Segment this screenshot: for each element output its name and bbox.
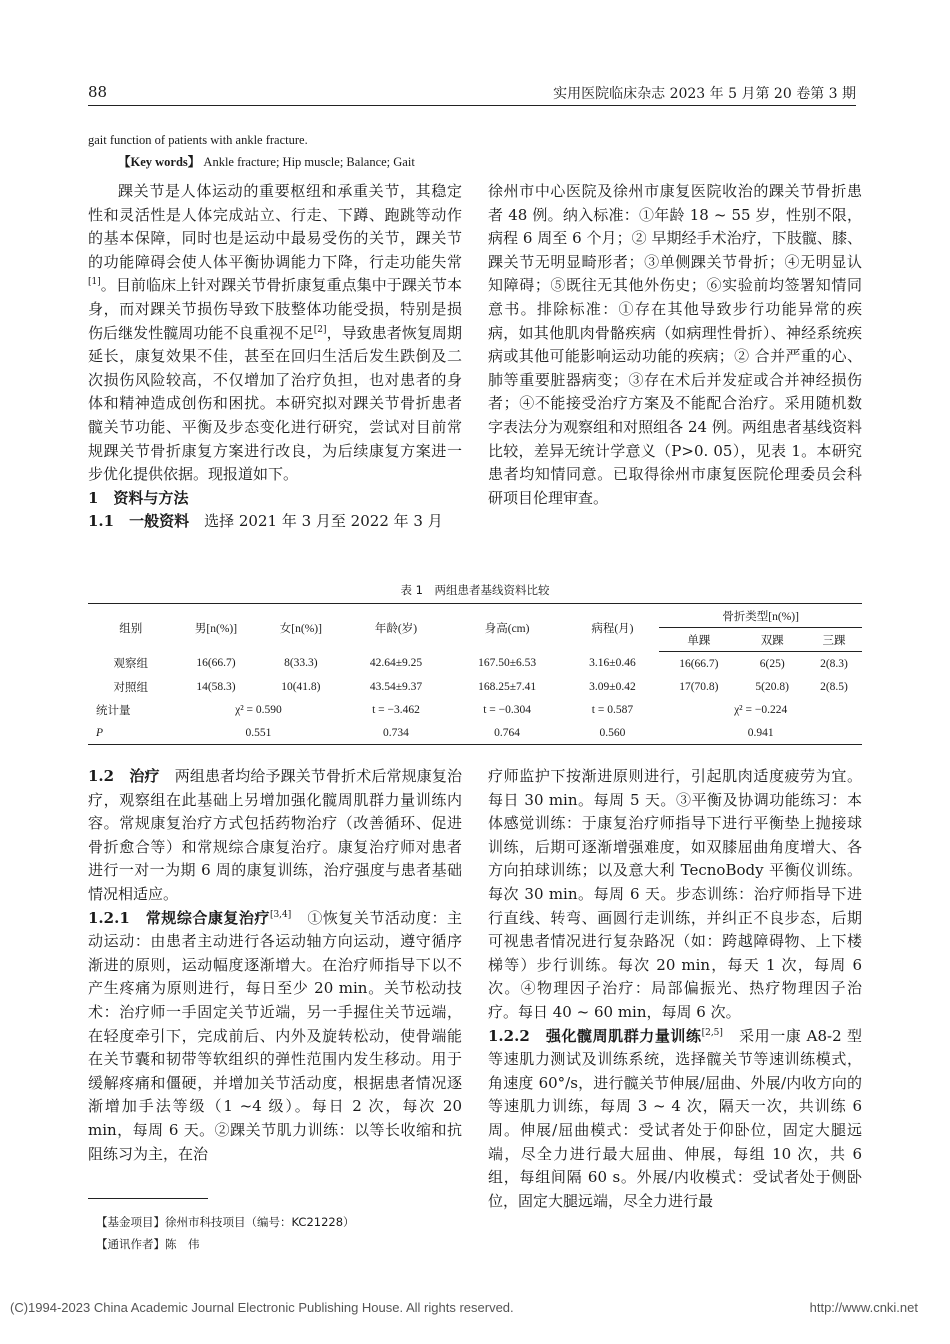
author-footnote: 【通讯作者】陈 伟 — [96, 1237, 200, 1251]
footnote-rule — [88, 1198, 208, 1199]
right-column-bottom — [488, 765, 862, 1213]
section-1-2-2-title: 1.2.2 强化髋周肌群力量训练 — [488, 1026, 702, 1045]
section-1-2-text: 两组患者均给予踝关节骨折术后常规康复治疗，观察组在此基础上另增加强化髋周肌群力量训练内容。常规康复治疗方式包括药物治疗（改善循环、促进骨折愈合等）和常规综合康复治疗。康复治疗师对患者进行一对一为期 6 周的康复训练，治疗强度与患者基础情况相适应。 — [88, 767, 462, 903]
intro-text-1: 踝关节是人体运动的重要枢纽和承重关节，其稳定性和灵活性是人体完成站立、行走、下蹲、跑跳等动作的基本保障，同时也是运动中最易受伤的关节，踝关节的功能障碍会使人体平衡协调能力下降，行走功能失常 — [88, 182, 462, 271]
ref-2: [2] — [313, 324, 327, 335]
right-column-top — [488, 180, 862, 510]
th-triple: 三踝 — [806, 628, 862, 652]
intro-text-3: ，导致患者恢复周期延长，康复效果不佳，甚至在回归生活后发生跌倒及二次损伤风险较高，不仅增加了治疗负担，也对患者的身体和精神造成创伤和困扰。本研究拟对踝关节骨折患者髋关节功能、平衡及步态变化进行研究，尝试对目前常规踝关节骨折康复方案进行改良，为后续康复方案进一步优化提供依据。现报道如下。 — [88, 323, 462, 484]
table-1-title: 表 1 两组患者基线资料比较 — [400, 583, 550, 597]
abstract-tail: gait function of patients with ankle fracture. — [88, 133, 308, 147]
page-number: 88 — [88, 83, 108, 101]
th-fracture-type: 骨折类型[n(%)] — [659, 604, 862, 628]
section-1-2-2-text: 采用一康 A8-2 型等速肌力测试及训练系统，选择髋关节等速训练模式，角速度 60°/s，进行髋关节伸展/屈曲、外展/内收方向的等速肌力训练，每周 3 ~ 4 次，隔天一次，共训练 6 周。伸展/屈曲模式：受试者处于仰卧位，固定大腿远端，尽全力进行最大屈曲、伸展，每组 10 次，共 6 组，每组间隔 60 s。外展/内收模式：受试者处于侧卧位，固定大腿远端，尽全力进行最 — [488, 1026, 862, 1210]
ref-2-5: [2,5] — [701, 1027, 723, 1038]
keywords-text: Ankle fracture; Hip muscle; Balance; Gait — [203, 155, 415, 169]
table-row-p: P 0.551 0.734 0.764 0.560 0.941 — [88, 721, 862, 745]
inclusion-criteria-text: 徐州市中心医院及徐州市康复医院收治的踝关节骨折患者 48 例。纳入标准：①年龄 18 ~ 55 岁，性别不限，病程 6 周至 6 个月；② 早期经手术治疗，下肢髋、膝、踝关节无明显畸形者；③单侧踝关节骨折；④无明显认知障碍；⑤既往无其他外伤史；⑥实验前均签署知情同意书。排除标准：①存在其他导致步行功能异常的疾病，如其他肌肉骨骼疾病（如病理性骨折）、神经系统疾病或其他可能影响运动功能的疾病；② 合并严重的心、肺等重要脏器病变；③存在术后并发症或合并神经损伤者；④不能接受治疗方案及不能配合治疗。采用随机数字表法分为观察组和对照组各 24 例。两组患者基线资料比较，差异无统计学意义（P>0. 05），见表 1。本研究患者均知情同意。已取得徐州市康复医院伦理委员会科研项目伦理审查。 — [488, 182, 862, 507]
ref-3-4: [3,4] — [269, 909, 292, 920]
section-1-title: 1 资料与方法 — [88, 488, 189, 507]
section-1-1-title: 1.1 一般资料 — [88, 512, 190, 531]
table-row-statistic: 统计量 χ² = 0.590 t = −3.462 t = −0.304 t = 0.587 χ² = −0.224 — [96, 703, 788, 717]
th-age: 年龄(岁) — [343, 604, 448, 652]
th-double: 双踝 — [738, 628, 806, 652]
header-rule — [88, 105, 856, 106]
section-1-2-1-title: 1.2.1 常规综合康复治疗 — [88, 908, 270, 927]
th-male: 男[n(%)] — [174, 604, 259, 652]
th-course: 病程(月) — [566, 604, 660, 652]
training-text: 疗师监护下按渐进原则进行，引起肌肉适度疲劳为宜。每日 30 min。每周 5 天。③平衡及协调功能练习：本体感觉训练：于康复治疗师指导下进行平衡垫上抛接球训练，后期可逐渐增强难度，如双膝屈曲角度增大、各方向拍球训练；以及意大利 TecnoBody 平衡仪训练。每次 30 min。每周 6 天。步态训练：治疗师指导下进行直线、转弯、画圆行走训练，并纠正不良步态，后期可视患者情况进行复杂路况（如：跨越障碍物、上下楼梯等）步行训练。每次 20 min，每天 1 次，每周 6 次。④物理因子治疗：局部偏振光、热疗物理因子治疗。每日 40 ~ 60 min，每周 6 次。 — [488, 767, 862, 1021]
section-1-2-title: 1.2 治疗 — [88, 767, 160, 785]
baseline-table — [88, 603, 862, 745]
ref-1: [1] — [88, 277, 101, 288]
th-female: 女[n(%)] — [258, 604, 343, 652]
fund-footnote: 【基金项目】徐州市科技项目（编号：KC21228） — [96, 1215, 355, 1229]
cnki-link[interactable]: http://www.cnki.net — [809, 1300, 918, 1315]
th-height: 身高(cm) — [449, 604, 566, 652]
keywords — [118, 152, 415, 170]
section-1-1-text: 选择 2021 年 3 月至 2022 年 3 月 — [204, 512, 443, 531]
th-group: 组别 — [88, 604, 174, 652]
left-column-bottom — [88, 765, 462, 1166]
journal-header: 实用医院临床杂志 2023 年 5 月第 20 卷第 3 期 — [553, 86, 856, 102]
table-row: 观察组 16(66.7) 8(33.3) 42.64±9.25 167.50±6.53 3.16±0.46 16(66.7) 6(25) 2(8.3) — [113, 657, 848, 671]
copyright-line: (C)1994-2023 China Academic Journal Electronic Publishing House. All rights reserved. — [10, 1300, 514, 1315]
intro-text-2: 。目前临床上针对踝关节骨折康复重点集中于踝关节本身，而对踝关节损伤导致下肢整体功能受损，特别是损伤后继发性髋周功能不良重视不足 — [88, 276, 462, 342]
keywords-label: 【Key words】 — [118, 155, 201, 169]
section-1-2-1-text: ①恢复关节活动度：主动运动：由患者主动进行各运动轴方向运动，遵守循序渐进的原则，运动幅度逐渐增大。在治疗师指导下以不产生疼痛为原则进行，每日至少 20 min。关节松动技术：治疗师一手固定关节近端，另一手握住关节远端，在轻度牵引下，完成前后、内外及旋转松动，使骨端能在关节囊和韧带等软组织的弹性范围内发生移动。用于缓解疼痛和僵硬，并增加关节活动度，根据患者情况逐渐增加手法等级（1 ~4 级）。每日 2 次，每次 20 min，每周 6 天。②踝关节肌力训练：以等长收缩和抗阻练习为主，在治 — [88, 908, 462, 1163]
th-single: 单踝 — [659, 628, 738, 652]
table-row: 对照组 14(58.3) 10(41.8) 43.54±9.37 168.25±7.41 3.09±0.42 17(70.8) 5(20.8) 2(8.5) — [113, 680, 848, 694]
left-column-intro — [88, 180, 462, 534]
